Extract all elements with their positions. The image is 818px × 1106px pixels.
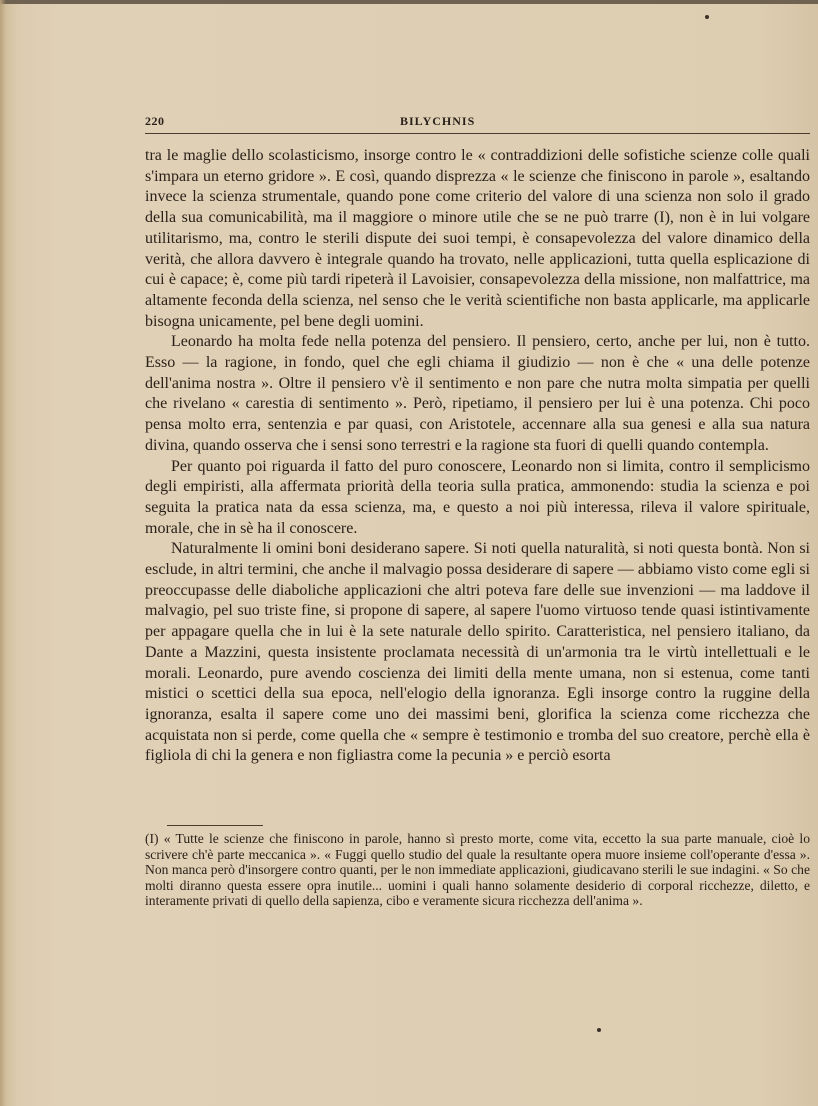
page-top-edge	[0, 0, 818, 4]
page-header	[145, 114, 809, 134]
page-number: 220	[145, 114, 165, 128]
ink-speck	[705, 15, 709, 19]
footnote-rule	[167, 825, 263, 826]
paragraph: tra le maglie dello scolasticismo, insorge contro le « contraddizioni delle sofistiche scienze colle quali s'impara un eterno gridore ». E così, quando disprezza « le scienze che finiscono in parole », esaltando invece la scienza strumentale, quando pone come criterio del valore di una scienza non solo il grado della sua comunicabilità, ma il maggiore o minore utile che se ne può trarre (I), non è in lui volgare utilitarismo, ma, contro le sterili dispute dei suoi tempi, è consapevolezza del valore dinamico della verità, che allora davvero è integrale quando ha trovato, nelle applicazioni, tutta quella esplicazione di cui è capace; è, come più tardi ripeterà il Lavoisier, consapevolezza della missione, non malfattrice, ma altamente feconda della scienza, nel senso che le verità scientifiche non basta applicarle, ma applicarle bisogna unicamente, pel bene degli uomini.	[145, 147, 810, 330]
paragraph: Per quanto poi riguarda il fatto del puro conoscere, Leonardo non si limita, contro il semplicismo degli empiristi, alla affermata priorità della teoria sulla pratica, ammonendo: studia la scienza e poi seguita la pratica nata da essa scienza, ma, e questo a noi più interessa, rileva il valore spirituale, morale, che in sè ha il conoscere.	[145, 457, 810, 537]
running-title: BILYCHNIS	[400, 114, 476, 128]
paragraph: Leonardo ha molta fede nella potenza del pensiero. Il pensiero, certo, anche per lui, non è tutto. Esso — la ragione, in fondo, quel che egli chiama il giudizio — non è che « una delle potenze dell'anima nostra ». Oltre il pensiero v'è il sentimento e non pare che nutra molta simpatia per quelli che rivelano « carestia di sentimento ». Però, ripetiamo, il pensiero per lui è una potenza. Chi poco pensa molto erra, sentenzia e par quasi, con Aristotele, accennare alla sua genesi e alla sua natura divina, quando osserva che i sensi sono terrestri e la ragione sta fuori di quelli quando contempla.	[145, 333, 810, 454]
paragraph: Naturalmente li omini boni desiderano sapere. Si noti quella naturalità, si noti questa bontà. Non si esclude, in altri termini, che anche il malvagio possa desiderare di sapere — abbiamo visto come egli si preoccupasse delle diaboliche applicazioni che altri poteva fare delle sue invenzioni — ma laddove il malvagio, pel suo triste fine, si propone di sapere, al sapere l'uomo virtuoso tende quasi istintivamente per appagare quella che in lui è la sete naturale dello spirito. Caratteristica, nel pensiero italiano, da Dante a Mazzini, questa insistente proclamata necessità di un'armonia tra le virtù intellettuali e le morali. Leonardo, pure avendo coscienza dei limiti della mente umana, non si estenua, come tanti mistici o scettici della sua epoca, nell'elogio della ignoranza. Egli insorge contro la ruggine della ignoranza, esalta il sapere come uno dei massimi beni, glorifica la scienza come ricchezza che acquistata non si perde, come quella che « sempre è testimonio e tromba del suo creatore, perchè ella è figliola di chi la genera e non figliastra come la pecunia » e perciò esorta	[145, 540, 810, 765]
header-rule	[145, 133, 810, 134]
footnote: (I) « Tutte le scienze che finiscono in parole, hanno sì presto morte, come vita, eccetto la sua parte manuale, cioè lo scrivere ch'è parte meccanica ». « Fuggi quello studio del quale la resultante opera muore insieme coll'operante d'essa ». Non manca però d'insorgere contro quanti, per le non immediate applicazioni, giudicavano sterili le sue indagini. « So che molti diranno questa essere opra inutile... uomini i quali hanno solamente desiderio di corporal ricchezze, diletto, e interamente privati di quello della sapienza, cibo e veramente sicura ricchezza dell'anima ».	[145, 831, 810, 908]
page-left-edge	[0, 0, 6, 1106]
ink-speck	[597, 1028, 601, 1032]
body-text	[145, 146, 810, 767]
